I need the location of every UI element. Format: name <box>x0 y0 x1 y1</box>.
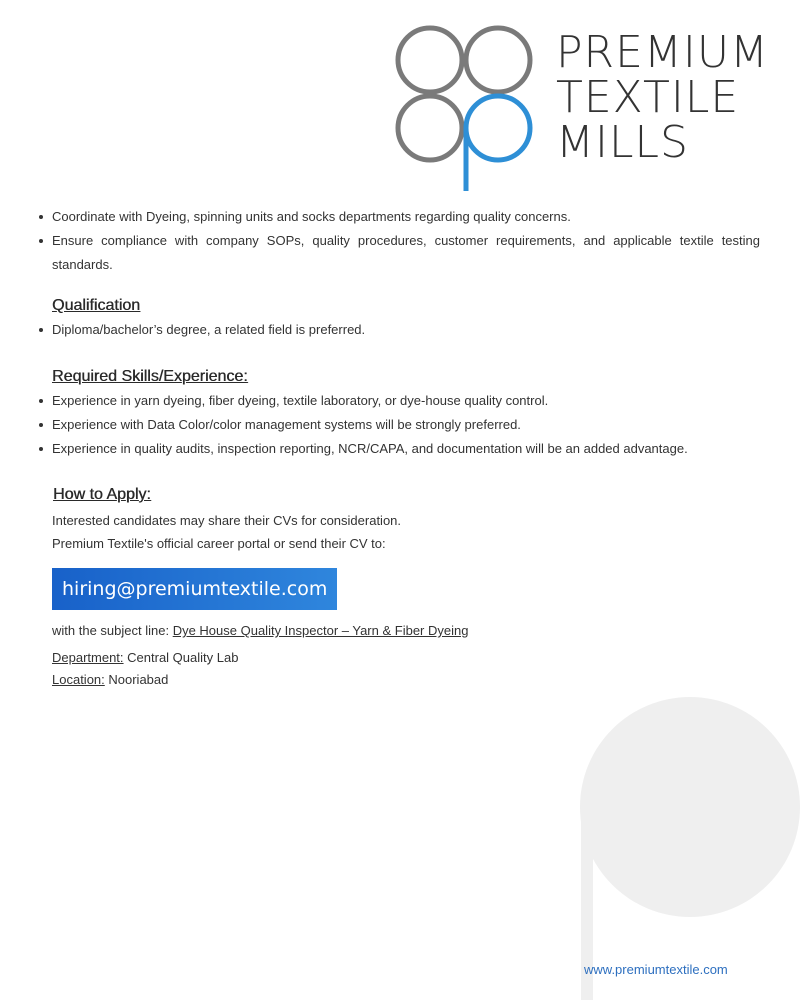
background-p-graphic <box>580 697 800 1000</box>
company-logo-text: PREMIUM TEXTILE MILLS <box>556 27 770 168</box>
responsibilities-list <box>37 205 760 277</box>
location-line <box>52 668 168 691</box>
subject-text: Dye House Quality Inspector – Yarn & Fiber Dyeing <box>172 623 469 638</box>
subject-prefix: with the subject line: <box>52 623 173 638</box>
list-item: Experience in quality audits, inspection reporting, NCR/CAPA, and documentation will be an added advantage. <box>37 437 760 461</box>
location-label: Location: <box>52 672 105 687</box>
qualification-heading: Qualification <box>52 297 141 314</box>
website-link[interactable]: www.premiumtextile.com <box>584 962 728 977</box>
list-item: Ensure compliance with company SOPs, quality procedures, customer requirements, and applicable textile testing standards. <box>37 229 760 277</box>
skills-heading: Required Skills/Experience: <box>52 368 248 385</box>
list-item: Experience with Data Color/color management systems will be strongly preferred. <box>37 413 760 437</box>
list-item: Experience in yarn dyeing, fiber dyeing, textile laboratory, or dye-house quality control. <box>37 389 760 413</box>
skills-list <box>37 389 760 461</box>
department-line <box>52 646 238 669</box>
department-label: Department: <box>52 650 124 665</box>
email-address-link[interactable]: hiring@premiumtextile.com <box>52 568 337 610</box>
qualification-list <box>37 318 760 342</box>
apply-instructions-line2: Premium Textile's official career portal or send their CV to: <box>52 536 386 551</box>
list-item: Diploma/bachelor’s degree, a related field is preferred. <box>37 318 760 342</box>
department-value: Central Quality Lab <box>123 650 239 665</box>
how-to-apply-heading: How to Apply: <box>53 486 151 503</box>
list-item: Coordinate with Dyeing, spinning units and socks departments regarding quality concerns. <box>37 205 760 229</box>
location-value: Nooriabad <box>104 672 169 687</box>
subject-line <box>52 619 468 642</box>
apply-instructions-line1: Interested candidates may share their CVs for consideration. <box>52 513 402 528</box>
company-logo-icon <box>395 25 540 195</box>
